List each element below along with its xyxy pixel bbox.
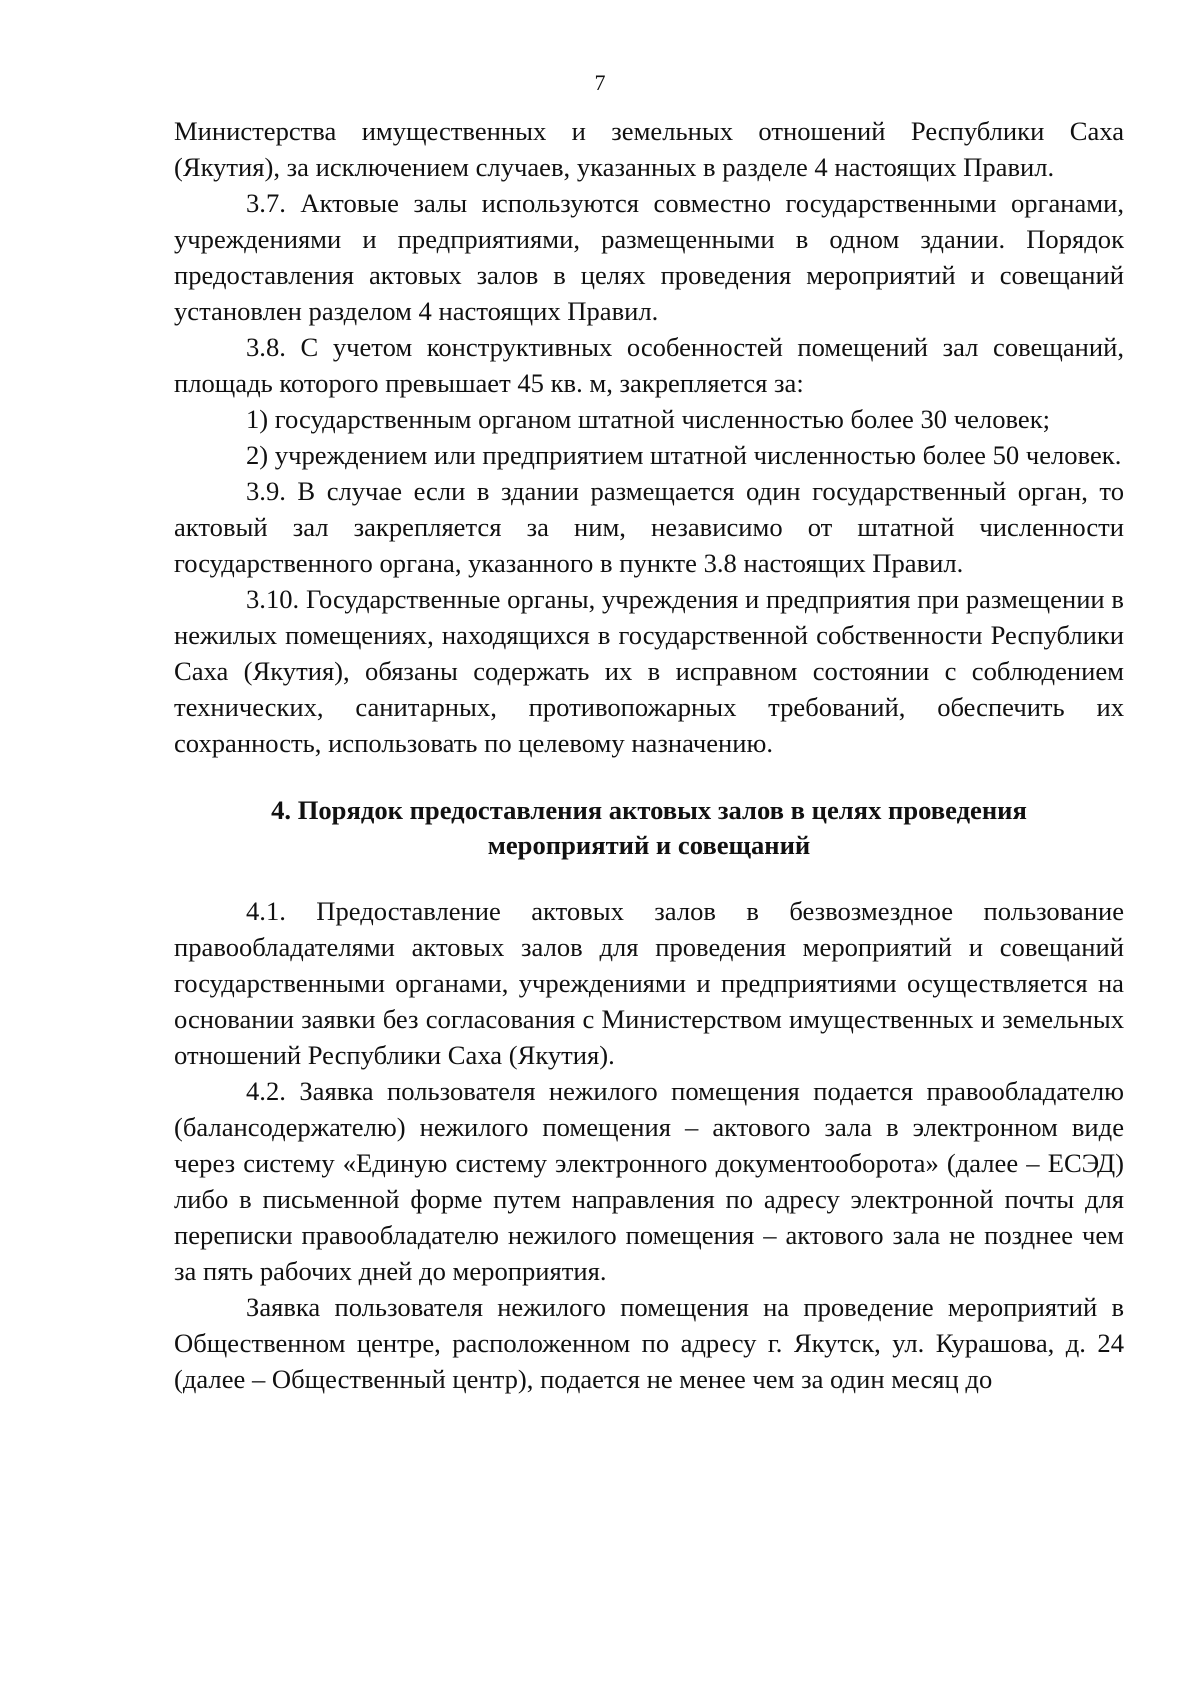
paragraph-3-8: 3.8. С учетом конструктивных особенностей помещений зал совещаний, площадь которого превышает 45 кв. м, закрепляется за: [174,332,1124,398]
paragraph-3-10: 3.10. Государственные органы, учреждения и предприятия при размещении в нежилых помещениях, находящихся в государственной собственности Республики Саха (Якутия), обязаны содержать их в исправном состоянии с соблюдением технических, санитарных, противопожарных требований, обеспечить их сохранность, использовать по целевому назначению. [174,584,1124,758]
section-4-heading-line-2: мероприятий и совещаний [487,830,811,860]
paragraph-application-public-center: Заявка пользователя нежилого помещения на проведение мероприятий в Общественном центре, расположенном по адресу г. Якутск, ул. Курашова, д. 24 (далее – Общественный центр), подается не менее чем за один месяц до [174,1292,1124,1394]
section-4-heading-line-1: 4. Порядок предоставления актовых залов в целях проведения [271,795,1027,825]
paragraph-continuation: Министерства имущественных и земельных отношений Республики Саха (Якутия), за исключением случаев, указанных в разделе 4 настоящих Правил. [174,116,1124,182]
paragraph-4-1: 4.1. Предоставление актовых залов в безвозмездное пользование правообладателями актовых залов для проведения мероприятий и совещаний государственными органами, учреждениями и предприятиями осуществляется на основании заявки без согласования с Министерством имущественных и земельных отношений Республики Саха (Якутия). [174,896,1124,1070]
paragraph-3-9: 3.9. В случае если в здании размещается один государственный орган, то актовый зал закрепляется за ним, независимо от штатной численности государственного органа, указанного в пункте 3.8 настоящих Правил. [174,476,1124,578]
list-item-1: 1) государственным органом штатной численностью более 30 человек; [246,404,1051,434]
section-4-heading [174,793,1124,863]
list-item-2: 2) учреждением или предприятием штатной численностью более 50 человек. [246,440,1122,470]
document-body [174,113,1124,1397]
page-number: 7 [594,70,606,95]
paragraph-3-7: 3.7. Актовые залы используются совместно государственными органами, учреждениями и предприятиями, размещенными в одном здании. Порядок предоставления актовых залов в целях проведения мероприятий и совещаний установлен разделом 4 настоящих Правил. [174,188,1124,326]
paragraph-4-2: 4.2. Заявка пользователя нежилого помещения подается правообладателю (балансодержателю) нежилого помещения – актового зала в электронном виде через систему «Единую систему электронного документооборота» (далее – ЕСЭД) либо в письменной форме путем направления по адресу электронной почты для переписки правообладателю нежилого помещения – актового зала не позднее чем за пять рабочих дней до мероприятия. [174,1076,1124,1286]
